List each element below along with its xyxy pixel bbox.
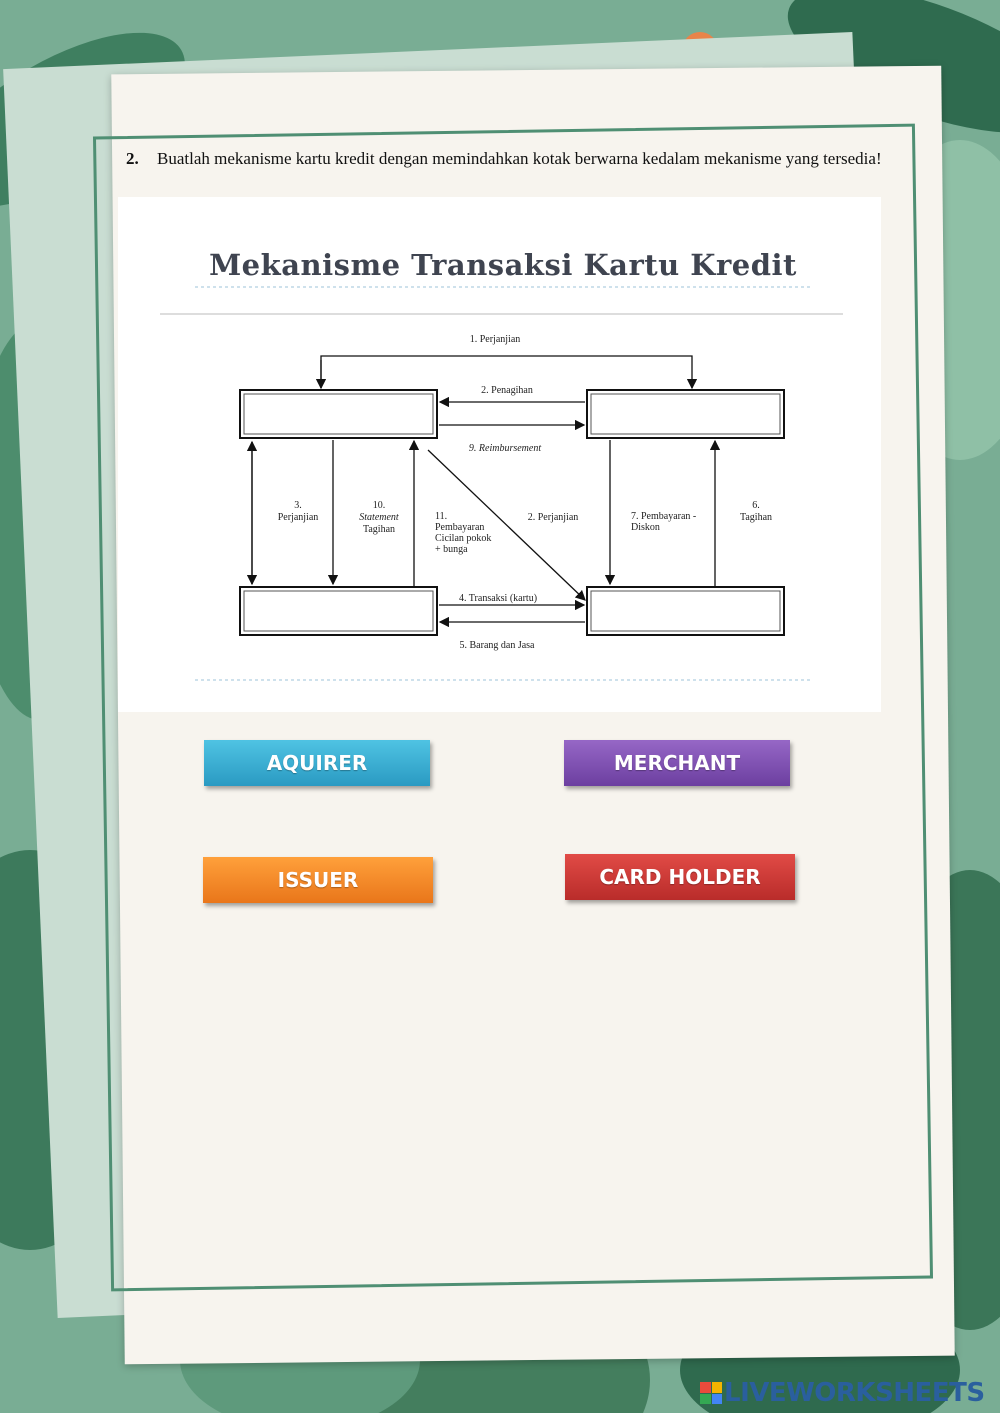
label-11-cicilan: Cicilan pokok — [435, 533, 492, 544]
label-reimbursement: 9. Reimbursement — [468, 443, 542, 454]
label-3-text: Perjanjian — [277, 512, 319, 523]
label-perjanjian-1: 1. Perjanjian — [469, 334, 521, 345]
aquirer-draggable-box[interactable]: AQUIRER — [204, 740, 430, 786]
label-11-bunga: + bunga — [435, 544, 468, 555]
drop-box-bottom-right[interactable] — [587, 587, 784, 635]
merchant-draggable-box[interactable]: MERCHANT — [564, 740, 790, 786]
label-11-num: 11. — [435, 511, 448, 522]
question-text: Buatlah mekanisme kartu kredit dengan memindahkan kotak berwarna kedalam mekanisme yang tersedia! — [157, 149, 882, 168]
label-10-statement: Statement — [359, 512, 399, 523]
label-10-tagihan: Tagihan — [362, 524, 396, 535]
question-number: 2. — [126, 149, 139, 168]
drop-box-top-left[interactable] — [240, 390, 437, 438]
label-6-tagihan: Tagihan — [739, 512, 773, 523]
label-7-pembayaran: 7. Pembayaran - — [631, 511, 697, 522]
issuer-draggable-box[interactable]: ISSUER — [203, 857, 433, 903]
label-11-pembayaran: Pembayaran — [435, 522, 485, 533]
drop-box-bottom-left[interactable] — [240, 587, 437, 635]
diagram-title: Mekanisme Transaksi Kartu Kredit — [209, 248, 797, 282]
label-3-num: 3. — [294, 500, 302, 511]
liveworksheets-logo — [700, 1378, 985, 1408]
label-10-num: 10. — [372, 500, 386, 511]
label-barang-jasa: 5. Barang dan Jasa — [459, 640, 535, 651]
arrow-perjanjian-1 — [321, 356, 692, 388]
label-perjanjian-2: 2. Perjanjian — [527, 512, 579, 523]
liveworksheets-logo-icon — [700, 1382, 722, 1404]
label-penagihan: 2. Penagihan — [481, 385, 533, 396]
card-holder-draggable-box[interactable]: CARD HOLDER — [565, 854, 795, 900]
label-7-diskon: Diskon — [631, 522, 660, 533]
drop-box-top-right[interactable] — [587, 390, 784, 438]
brand-name: LIVEWORKSHEETS — [724, 1378, 985, 1408]
label-transaksi: 4. Transaksi (kartu) — [458, 593, 538, 604]
label-6-num: 6. — [752, 500, 760, 511]
